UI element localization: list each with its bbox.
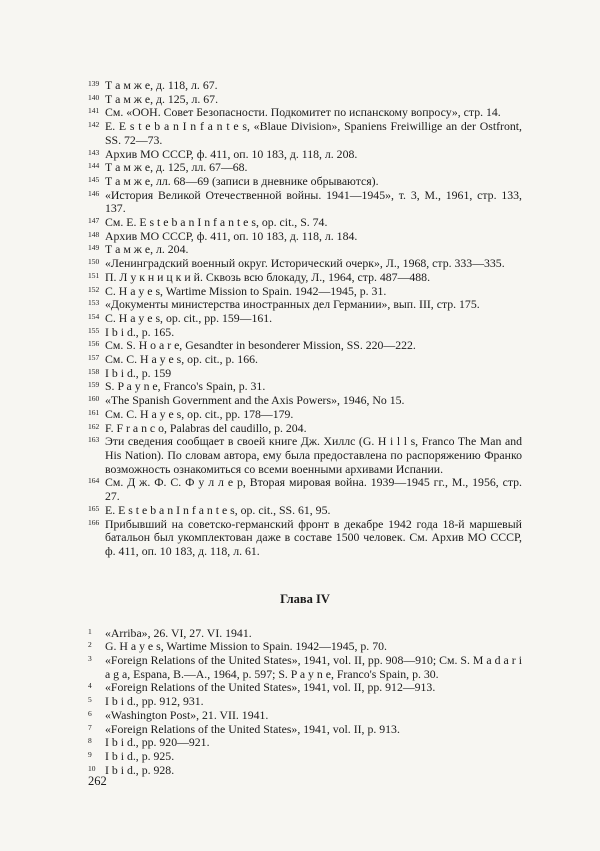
footnote-text: I b i d., pp. 920—921.	[105, 735, 210, 750]
footnote	[88, 339, 522, 353]
footnote	[88, 709, 522, 723]
footnote	[88, 230, 522, 244]
footnote-number: 9	[88, 749, 92, 759]
footnote-text: Т а м ж е, д. 118, л. 67.	[105, 78, 218, 92]
footnote-number: 165	[88, 503, 100, 513]
footnote-text: Т а м ж е, д. 125, л. 67.	[105, 91, 219, 106]
footnote-number: 158	[88, 366, 100, 376]
footnote	[88, 243, 522, 257]
footnote-number: 145	[88, 174, 100, 184]
footnote-number: 10	[88, 763, 96, 773]
footnote-number: 140	[88, 92, 100, 102]
footnote-text: C. H a y e s, Wartime Mission to Spain. 1942—1945, p. 31.	[105, 283, 387, 298]
footnote	[88, 161, 522, 175]
footnote-text: Т а м ж е, д. 125, лл. 67—68.	[105, 160, 248, 175]
footnote-number: 163	[88, 435, 100, 445]
footnote	[88, 681, 522, 695]
footnote-text: «Foreign Relations of the United States», 1941, vol. II, p. 913.	[105, 721, 400, 736]
footnote	[88, 189, 522, 216]
footnote-text: G. H a y e s, Wartime Mission to Spain. 1942—1945, p. 70.	[105, 639, 387, 654]
footnote	[88, 640, 522, 654]
footnote	[88, 298, 522, 312]
footnote-text: «Foreign Relations of the United States», 1941, vol. II, pp. 912—913.	[105, 680, 436, 695]
footnote	[88, 120, 522, 147]
footnote-number: 147	[88, 216, 100, 226]
footnote	[88, 106, 522, 120]
footnote	[88, 627, 522, 641]
footnote-text: I b i d., p. 925.	[105, 748, 175, 763]
footnote-text: См. S. H o a r e, Gesandter in besonderer Mission, SS. 220—222.	[105, 338, 416, 353]
footnote-text: F. F r a n c o, Palabras del caudillo, p. 204.	[105, 420, 307, 435]
footnote-text: Прибывший на советско-германский фронт в декабре 1942 года 18-й маршевый батальон был укомплектован даже в составе 1500 человек. См. Архив МО СССР, ф. 411, оп. 10 183, д. 118, л. 61.	[105, 516, 522, 558]
footnote-number: 164	[88, 476, 100, 486]
footnote	[88, 93, 522, 107]
footnote-number: 156	[88, 339, 100, 349]
footnote-text: См. «ООН. Совет Безопасности. Подкомитет по испанскому вопросу», стр. 14.	[105, 105, 501, 120]
footnote-number: 160	[88, 394, 100, 404]
footnote-text: См. С. H a y e s, op. cit., p. 166.	[105, 352, 258, 367]
footnote-number: 3	[88, 654, 92, 664]
footnote-text: I b i d., p. 165.	[105, 324, 175, 339]
footnote-number: 4	[88, 681, 92, 691]
footnote-number: 8	[88, 736, 92, 746]
footnote	[88, 695, 522, 709]
footnote-number: 161	[88, 407, 100, 417]
footnote-text: См. E. E s t e b a n I n f a n t e s, op. cit., S. 74.	[105, 215, 328, 230]
footnote-text: Архив МО СССР, ф. 411, оп. 10 183, д. 118, л. 208.	[105, 146, 358, 161]
footnote	[88, 353, 522, 367]
footnote-text: I b i d., pp. 912, 931.	[105, 694, 204, 709]
footnote-text: «The Spanish Government and the Axis Powers», 1946, No 15.	[105, 393, 405, 408]
notes-chapter-3	[88, 79, 522, 559]
footnote-number: 141	[88, 106, 100, 116]
footnote	[88, 736, 522, 750]
footnote	[88, 312, 522, 326]
footnote-number: 153	[88, 298, 100, 308]
footnote-text: «История Великой Отечественной войны. 1941—1945», т. 3, М., 1961, стр. 133, 137.	[105, 187, 522, 216]
footnote	[88, 271, 522, 285]
notes-chapter-4	[88, 627, 522, 778]
footnote-text: E. E s t e b a n I n f a n t e s, «Blaue Division», Spaniens Freiwillige an der Ostfront, SS. 72—73.	[105, 119, 522, 147]
chapter-heading: Глава IV	[280, 591, 330, 606]
footnote-number: 157	[88, 353, 100, 363]
footnote-text: См. Д ж. Ф. С. Ф у л л е р, Вторая мировая война. 1939—1945 гг., М., 1956, стр. 27.	[105, 475, 522, 504]
footnote	[88, 175, 522, 189]
footnote-text: См. С. H a y e s, op. cit., pp. 178—179.	[105, 406, 294, 421]
footnote	[88, 764, 522, 778]
footnote	[88, 394, 522, 408]
footnote	[88, 216, 522, 230]
footnote	[88, 654, 522, 681]
footnote-number: 155	[88, 325, 100, 335]
footnote-number: 149	[88, 243, 100, 253]
footnote-number: 1	[88, 626, 92, 636]
page-number: 262	[88, 774, 107, 788]
footnote	[88, 257, 522, 271]
footnote	[88, 435, 522, 476]
footnote	[88, 380, 522, 394]
footnote	[88, 422, 522, 436]
footnote-text: E. E s t e b a n I n f a n t e s, op. cit., SS. 61, 95.	[105, 502, 331, 517]
footnote-number: 5	[88, 695, 92, 705]
footnote	[88, 326, 522, 340]
footnote-number: 2	[88, 640, 92, 650]
footnote-text: Эти сведения сообщает в своей книге Дж. Хиллс (G. H i l l s, Franco The Man and His Nation). По словам автора, ему была предоставлена по распоряжению Франко возможность ознакомиться со всеми военными архивами Испании.	[105, 434, 522, 476]
footnote-number: 143	[88, 147, 100, 157]
footnote-text: Т а м ж е, л. 204.	[105, 242, 189, 257]
footnote-number: 151	[88, 270, 100, 280]
footnote-text: Т а м ж е, лл. 68—69 (записи в дневнике обрываются).	[105, 173, 379, 188]
footnote-number: 150	[88, 257, 100, 267]
footnote-text: «Washington Post», 21. VII. 1941.	[105, 707, 269, 722]
footnote-text: I b i d., p. 159	[105, 365, 172, 380]
footnote	[88, 750, 522, 764]
footnote-number: 7	[88, 722, 92, 732]
footnote-number: 146	[88, 188, 100, 198]
footnote-number: 162	[88, 421, 100, 431]
footnote-text: S. P a y n e, Franco's Spain, p. 31.	[105, 379, 266, 394]
footnote	[88, 723, 522, 737]
footnote-text: I b i d., p. 928.	[105, 762, 175, 777]
footnote-number: 6	[88, 708, 92, 718]
footnote-number: 154	[88, 311, 100, 321]
footnote	[88, 518, 522, 559]
footnote-number: 142	[88, 120, 100, 130]
footnote-text: «Arriba», 26. VI, 27. VI. 1941.	[105, 625, 252, 640]
footnote	[88, 148, 522, 162]
footnote-text: «Foreign Relations of the United States», 1941, vol. II, pp. 908—910; См. S. M a d a r i a g a, Espana, B.—A., 1964, p. 597; S. P a y n e, Franco's Spain, p. 30.	[105, 653, 522, 681]
footnote-text: П. Л у к н и ц к и й. Сквозь всю блокаду, Л., 1964, стр. 487—488.	[105, 269, 431, 284]
footnote-number: 139	[88, 79, 100, 88]
footnote-text: «Ленинградский военный округ. Исторический очерк», Л., 1968, стр. 333—335.	[105, 256, 505, 271]
footnote-text: Архив МО СССР, ф. 411, оп. 10 183, д. 118, л. 184.	[105, 228, 358, 243]
footnote-number: 166	[88, 517, 100, 527]
footnote-text: «Документы министерства иностранных дел Германии», вып. III, стр. 175.	[105, 297, 480, 312]
footnote	[88, 79, 522, 93]
footnote	[88, 408, 522, 422]
footnote-text: С. H a y e s, op. cit., pp. 159—161.	[105, 310, 273, 325]
footnote	[88, 285, 522, 299]
footnote-number: 152	[88, 284, 100, 294]
endnotes	[88, 79, 522, 777]
footnote-number: 148	[88, 229, 100, 239]
footnote-number: 159	[88, 380, 100, 390]
footnote	[88, 504, 522, 518]
footnote-number: 144	[88, 161, 100, 171]
footnote	[88, 476, 522, 503]
footnote	[88, 367, 522, 381]
